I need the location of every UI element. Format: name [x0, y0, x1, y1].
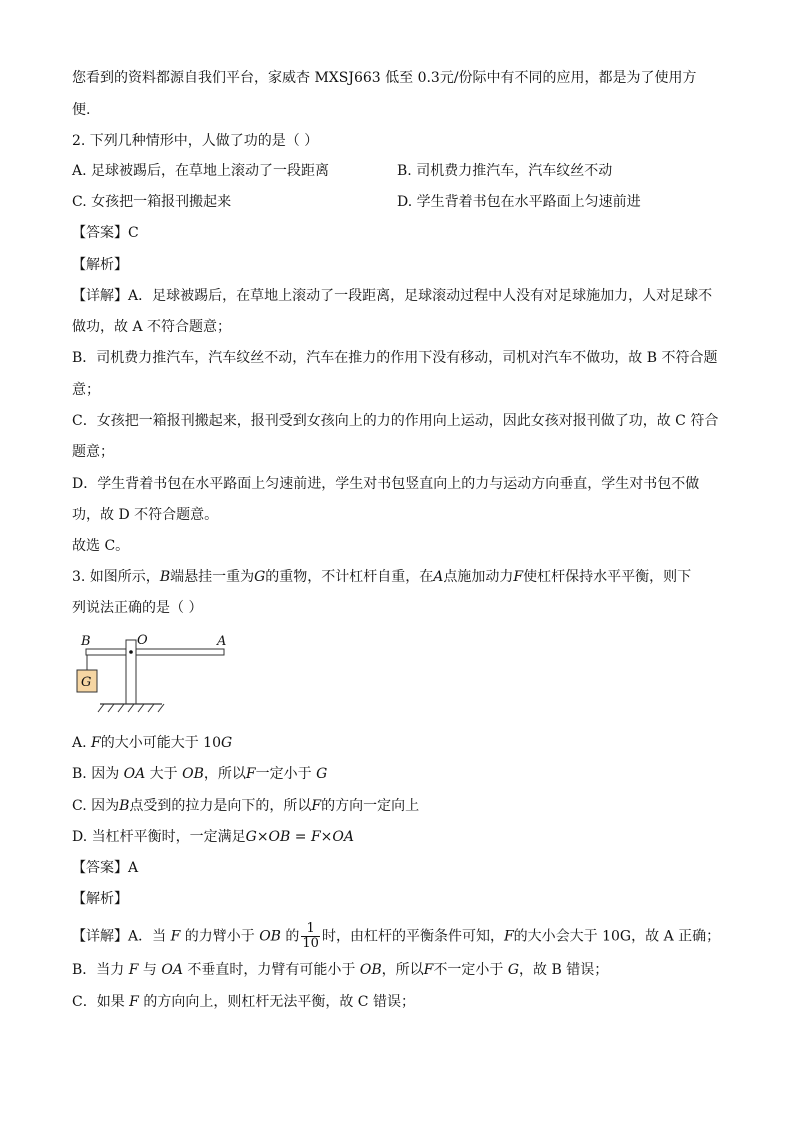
text: 与: [138, 962, 162, 978]
text: 不垂直时，力臂有可能小于: [182, 962, 360, 978]
text: 不一定小于: [433, 962, 508, 978]
text: 的方向向上，则杠杆无法平衡，故 C 错误；: [138, 994, 415, 1010]
var-ob: OB: [359, 962, 382, 978]
text: 的大小可能大于 10: [100, 735, 221, 751]
q2-detail-line: C．女孩把一箱报刊搬起来，报刊受到女孩向上的力的作用向上运动，因此女孩对报刊做了功，故 C 符合: [72, 413, 719, 429]
text: 点受到的拉力是向下的，所以: [129, 798, 312, 814]
q2-analysis-title: 【解析】: [72, 257, 128, 273]
var-f: F: [311, 798, 322, 814]
q3-analysis-title: 【解析】: [72, 891, 128, 907]
var-ob: OB: [182, 766, 204, 782]
q2-option-d: D. 学生背着书包在水平路面上匀速前进: [397, 194, 641, 210]
text: 点施加动力: [443, 569, 514, 585]
text: 的大小会大于 10G，故 A 正确；: [513, 928, 721, 945]
formula: G×OB = F×OA: [245, 829, 354, 845]
q2-detail-line: 功，故 D 不符合题意。: [72, 507, 219, 523]
text: C．如果: [72, 994, 130, 1010]
q3-option-a: [72, 733, 232, 753]
var-oa: OA: [161, 962, 183, 978]
text: 大于: [145, 766, 183, 782]
q3-detail-line: [72, 922, 720, 951]
q2-stem: 2. 下列几种情形中，人做了功的是（ ）: [72, 133, 319, 149]
var-f: F: [503, 928, 514, 945]
var-f: F: [170, 928, 181, 945]
header-line-1: 您看到的资料都源自我们平台，家威杏 MXSJ663 低至 0.3元/份际中有不同的应用，都是为了使用方: [72, 70, 697, 86]
text: 的重物，不计杠杆自重，在: [265, 569, 434, 585]
label-a: A: [217, 634, 227, 649]
text: 的力臂小于: [180, 928, 260, 945]
var-f: F: [129, 994, 139, 1010]
q2-option-b: B. 司机费力推汽车，汽车纹丝不动: [397, 163, 613, 179]
q2-option-c: C. 女孩把一箱报刊搬起来: [72, 194, 232, 210]
q2-detail-line: B．司机费力推汽车，汽车纹丝不动，汽车在推力的作用下没有移动，司机对汽车不做功，故 B 不符合题: [72, 350, 718, 366]
text: 的方向一定向上: [321, 798, 420, 814]
q3-answer: 【答案】A: [72, 860, 139, 876]
text: ，故 B 错误；: [519, 962, 609, 978]
q2-option-a: A. 足球被踢后，在草地上滚动了一段距离: [72, 163, 330, 179]
label-o: O: [137, 633, 148, 648]
text: B．当力: [72, 962, 129, 978]
label-g: G: [81, 675, 92, 690]
lever-bar: [86, 649, 224, 655]
text: 的: [280, 928, 300, 945]
text: ，所以: [381, 962, 424, 978]
q2-detail-line: 做功，故 A 不符合题意；: [72, 319, 232, 335]
text: 一定小于: [255, 766, 317, 782]
q2-detail-line: 【详解】A．足球被踢后，在草地上滚动了一段距离，足球滚动过程中人没有对足球施加力，人对足球不: [72, 288, 713, 304]
var-f: F: [245, 766, 256, 782]
var-g: G: [221, 735, 233, 751]
text: A.: [72, 735, 92, 751]
var-g: G: [254, 569, 266, 585]
text: 【详解】A．当: [72, 928, 171, 945]
q2-detail-line: 题意；: [72, 444, 114, 460]
var-a: A: [433, 569, 444, 585]
var-g: G: [316, 766, 328, 782]
header-line-2: 便.: [72, 102, 91, 118]
var-f: F: [91, 735, 101, 751]
q2-detail-line: D．学生背着书包在水平路面上匀速前进，学生对书包竖直向上的力与运动方向垂直，学生对书包不做: [72, 476, 700, 492]
q3-option-c: [72, 796, 419, 816]
var-g: G: [507, 962, 519, 978]
lever-diagram: [70, 630, 240, 720]
q3-detail-line: [72, 992, 415, 1012]
text: 时，由杠杆的平衡条件可知，: [321, 928, 504, 945]
q2-conclusion: 故选 C。: [72, 538, 130, 554]
var-b: B: [119, 798, 130, 814]
pivot-dot: [129, 650, 133, 654]
fraction: [301, 922, 320, 951]
label-b: B: [81, 634, 91, 649]
text: C. 因为: [72, 798, 120, 814]
fraction-numerator: 1: [301, 922, 320, 937]
q3-option-b: [72, 764, 327, 784]
text: D. 当杠杆平衡时，一定满足: [72, 829, 246, 845]
support-post: [126, 640, 136, 704]
var-ob: OB: [259, 928, 281, 945]
var-f: F: [423, 962, 434, 978]
ground-hatch: [98, 704, 164, 712]
text: 使杠杆保持水平平衡，则下: [523, 569, 692, 585]
var-f: F: [513, 569, 524, 585]
var-oa: OA: [123, 766, 146, 782]
q3-stem-line-1: [72, 567, 691, 587]
q3-stem-line-2: 列说法正确的是（ ）: [72, 600, 203, 616]
q3-detail-line: [72, 960, 608, 980]
fraction-denominator: 10: [302, 936, 319, 951]
text: B. 因为: [72, 766, 124, 782]
q2-answer: 【答案】C: [72, 225, 139, 241]
var-b: B: [159, 569, 171, 585]
var-f: F: [128, 962, 139, 978]
text: ，所以: [203, 766, 246, 782]
q2-detail-line: 意；: [72, 382, 100, 398]
text: 3. 如图所示，: [72, 569, 160, 585]
q3-option-d: [72, 827, 354, 847]
text: 端悬挂一重为: [170, 569, 255, 585]
